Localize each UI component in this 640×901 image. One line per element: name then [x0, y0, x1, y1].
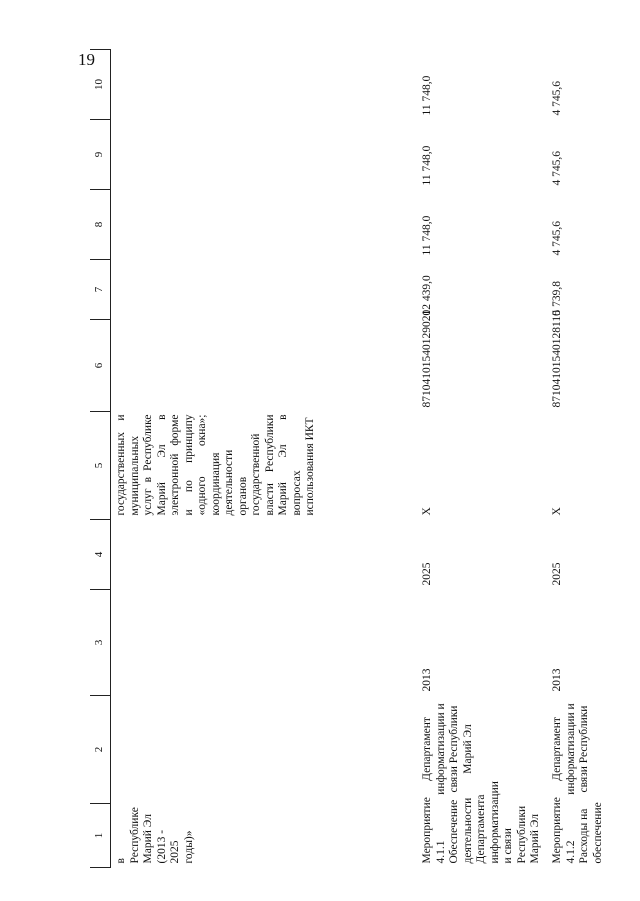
program-table	[90, 49, 640, 868]
header-row	[90, 50, 111, 868]
header-cell: 4	[90, 520, 111, 590]
header-cell: 6	[90, 320, 111, 412]
rotated-table-container	[90, 50, 604, 868]
value-cell	[111, 120, 416, 190]
value-cell	[111, 260, 416, 320]
start-year-cell: 2013	[421, 668, 433, 692]
header-cell: 2	[90, 696, 111, 804]
value-cell: 11 748,0	[421, 145, 433, 186]
table-row	[545, 50, 640, 868]
executor-cell: Департамент информатизации и связи Республики	[551, 703, 590, 795]
value-cell: 5 739,8	[551, 281, 563, 316]
description-cell: Х	[551, 507, 563, 516]
code-cell: 871041015401290​20	[421, 309, 433, 408]
description-cell: государственных и муниципальных услуг в Республике Марий Эл в электронной форме и по принципу «одного окна»; координация деятельности органов государственной власти Республики Марий Эл в вопросах использования ИКТ	[115, 414, 316, 516]
value-cell: 4 745,6	[551, 151, 563, 186]
value-cell: 11 748,0	[421, 215, 433, 256]
value-cell: 11 748,0	[421, 75, 433, 116]
description-cell: Х	[421, 507, 433, 516]
end-year-cell	[111, 520, 416, 590]
header-cell: 9	[90, 120, 111, 190]
end-year-cell: 2025	[421, 562, 433, 586]
header-cell: 10	[90, 50, 111, 120]
end-year-cell: 2025	[551, 562, 563, 586]
header-cell: 1	[90, 804, 111, 868]
table-row	[415, 50, 545, 868]
executor-cell: Департамент информатизации и связи Республики Марий Эл	[421, 703, 474, 795]
program-name-cell: в Республике Марий Эл (2013 - 2025 годы)»	[115, 807, 195, 864]
header-cell: 8	[90, 190, 111, 260]
value-cell: 4 745,6	[551, 221, 563, 256]
value-cell	[111, 190, 416, 260]
code-cell	[111, 320, 416, 412]
header-cell: 5	[90, 412, 111, 520]
program-name-cell: Мероприятие 4.1.1 Обеспечение деятельности Департамента информатизации и связи Республики Марий Эл	[421, 781, 541, 864]
code-cell: 87104101540128110	[551, 310, 563, 408]
start-year-cell	[111, 590, 416, 696]
header-cell: 3	[90, 590, 111, 696]
value-cell: 12 439,0	[421, 275, 433, 316]
start-year-cell: 2013	[551, 668, 563, 692]
table-row	[111, 50, 416, 868]
executor-cell	[111, 696, 416, 804]
page-number: 19	[78, 50, 95, 69]
header-cell: 7	[90, 260, 111, 320]
value-cell: 4 745,6	[551, 81, 563, 116]
program-name-cell: Мероприятие 4.1.2 Расходы на обеспечение	[551, 797, 604, 864]
value-cell	[111, 50, 416, 120]
